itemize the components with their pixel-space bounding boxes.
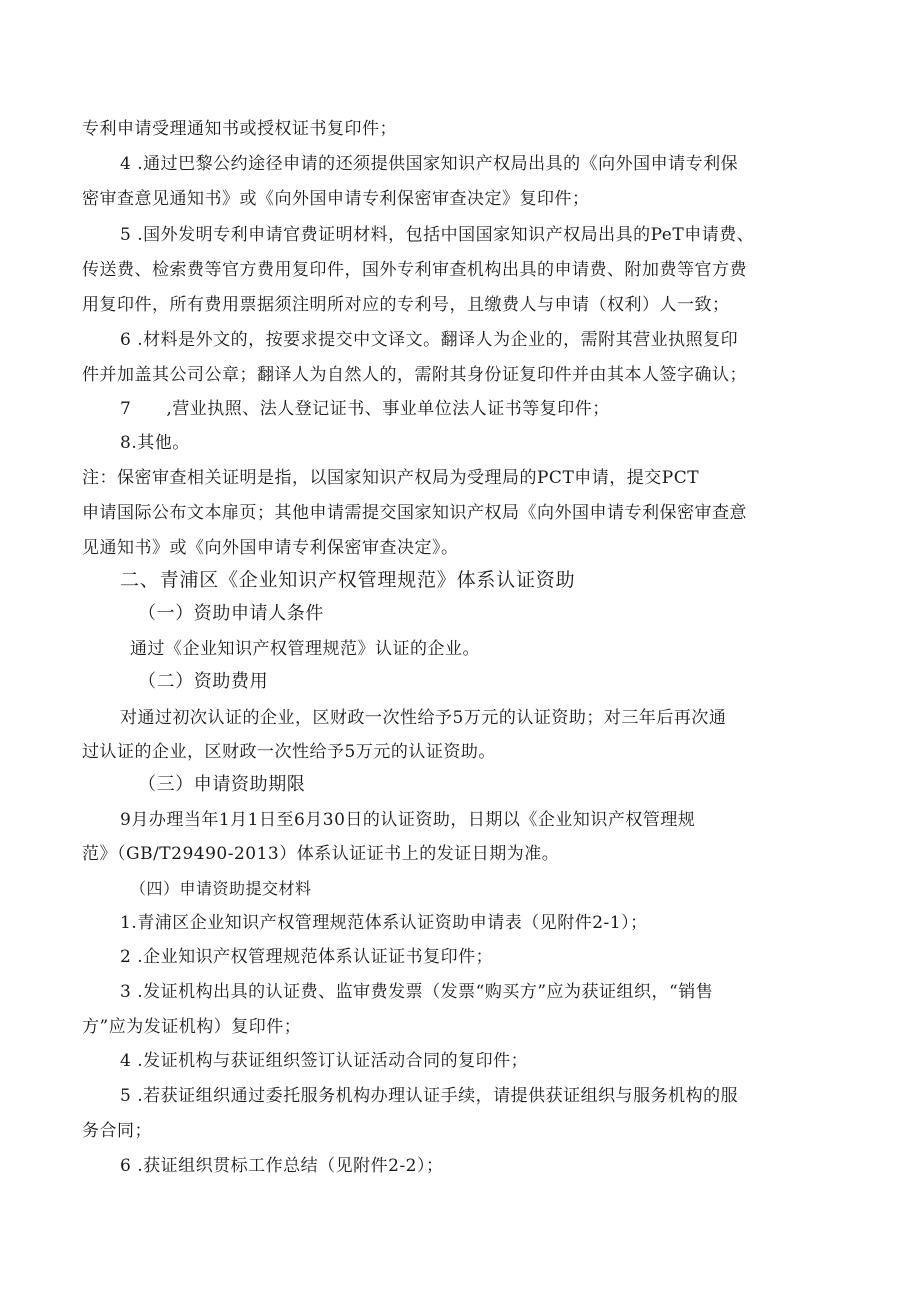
list-item: 4 .发证机构与获证组织签订认证活动合同的复印件； bbox=[120, 1051, 529, 1071]
list-item: 方”应为发证机构）复印件； bbox=[82, 1017, 302, 1037]
list-item: 3 .发证机构出具的认证费、监审费发票（发票“购买方”应为获证组织，“销售 bbox=[120, 982, 714, 1002]
section-heading: 二、青浦区《企业知识产权管理规范》体系认证资助 bbox=[120, 569, 576, 591]
text-line: 专利申请受理通知书或授权证书复印件； bbox=[82, 119, 397, 139]
text-line: 7 ,营业执照、法人登记证书、事业单位法人证书等复印件； bbox=[120, 399, 610, 419]
subsection-heading: （二）资助费用 bbox=[138, 671, 269, 692]
subsection-heading: （四）申请资助提交材料 bbox=[130, 879, 312, 898]
text-line: 8.其他。 bbox=[120, 433, 190, 453]
text-line: 件并加盖其公司公章；翻译人为自然人的，需附其身份证复印件并由其本人签字确认； bbox=[82, 365, 747, 385]
note-line: 见通知书》或《向外国申请专利保密审查决定》。 bbox=[82, 538, 459, 558]
list-item: 6 .获证组织贯标工作总结（见附件2-2）； bbox=[120, 1156, 444, 1176]
subsection-heading: （一）资助申请人条件 bbox=[138, 603, 324, 624]
subsection-heading: （三）申请资助期限 bbox=[138, 774, 306, 795]
note-line: 申请国际公布文本扉页；其他申请需提交国家知识产权局《向外国申请专利保密审查意 bbox=[82, 503, 747, 523]
text-line: 5 .国外发明专利申请官费证明材料，包括中国国家知识产权局出具的PeT申请费、 bbox=[120, 225, 755, 245]
list-item: 5 .若获证组织通过委托服务机构办理认证手续，请提供获证组织与服务机构的服 bbox=[120, 1086, 739, 1106]
list-item: 务合同； bbox=[82, 1121, 152, 1141]
text-line: 用复印件，所有费用票据须注明所对应的专利号，且缴费人与申请（权利）人一致； bbox=[82, 295, 730, 315]
text-line: 对通过初次认证的企业，区财政一次性给予5万元的认证资助；对三年后再次通 bbox=[120, 708, 727, 728]
list-item: 2 .企业知识产权管理规范体系认证证书复印件； bbox=[120, 947, 494, 967]
text-line: 6 .材料是外文的，按要求提交中文译文。翻译人为企业的，需附其营业执照复印 bbox=[120, 330, 739, 350]
list-item: 1.青浦区企业知识产权管理规范体系认证资助申请表（见附件2-1）； bbox=[120, 913, 648, 933]
text-line: 传送费、检索费等官方费用复印件，国外专利审查机构出具的申请费、附加费等官方费 bbox=[82, 260, 747, 280]
text-line: 通过《企业知识产权管理规范》认证的企业。 bbox=[130, 639, 480, 659]
text-line: 9月办理当年1月1日至6月30日的认证资助，日期以《企业知识产权管理规 bbox=[120, 810, 696, 830]
text-line: 过认证的企业，区财政一次性给予5万元的认证资助。 bbox=[82, 742, 496, 762]
text-line: 密审查意见通知书》或《向外国申请专利保密审查决定》复印件； bbox=[82, 189, 590, 209]
note-line: 注：保密审查相关证明是指，以国家知识产权局为受理局的PCT申请，提交PCT bbox=[82, 468, 700, 488]
text-line: 4 .通过巴黎公约途径申请的还须提供国家知识产权局出具的《向外国申请专利保 bbox=[120, 154, 739, 174]
text-line: 范》（GB/T29490-2013）体系认证证书上的发证日期为准。 bbox=[82, 844, 560, 864]
